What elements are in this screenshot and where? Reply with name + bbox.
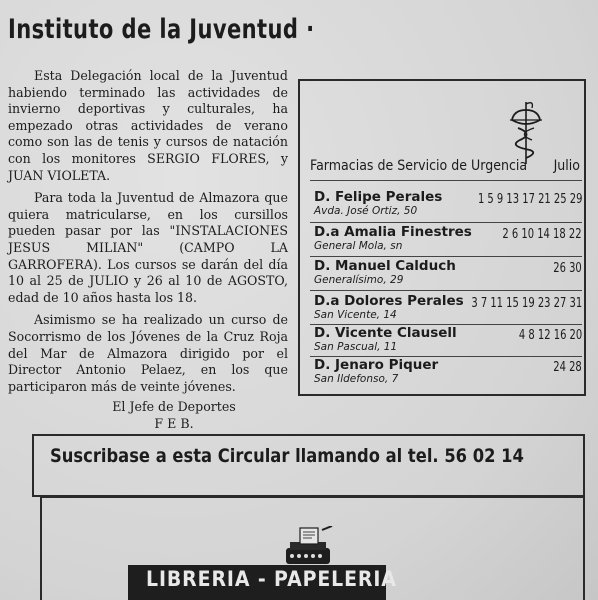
paragraph-summer-activities: Esta Delegación local de la Juventud habiendo terminado las actividades de invierno deportivas y culturales, ha empezado otras actividades de verano como son las de tenis y cursos de natación con los monitores SERGIO FLORES, y JUAN VIOLETA.	[8, 68, 288, 183]
caduceus-icon	[506, 98, 546, 166]
pharmacy-address: Generalísimo, 29	[314, 274, 404, 286]
signature	[8, 398, 288, 432]
pharmacy-header-month: Julio	[553, 158, 580, 174]
pharmacy-address: General Mola, sn	[314, 240, 403, 252]
pharmacy-name: D.a Dolores Perales	[314, 293, 464, 309]
pharmacy-name: D. Jenaro Piquer	[314, 357, 439, 373]
paragraph-enrollment: Para toda la Juventud de Almazora que quiera matricularse, en los cursillos pueden pasar por las "INSTALACIONES JESUS MILIAN" (CAMPO LA GARROFERA). Los cursos se darán del día 10 al 25 de JULIO y 26 al 10 de AGOSTO, edad de 10 años hasta los 18.	[8, 190, 288, 305]
pharmacy-name: D. Manuel Calduch	[314, 258, 456, 274]
pharmacy-days: 24 28	[553, 359, 582, 375]
pharmacy-days: 26 30	[553, 260, 582, 276]
article-body	[8, 68, 288, 432]
pharmacy-address: San Pascual, 11	[314, 341, 398, 353]
paragraph-lifeguard-course: Asimismo se ha realizado un curso de Socorrismo de los Jóvenes de la Cruz Roja del Mar de Almazora dirigido por el Director Antonio Pelaez, en los que participaron más de veinte jóvenes.	[8, 312, 288, 394]
pharmacy-header-title: Farmacias de Servicio de Urgencia	[310, 158, 528, 174]
signature-role: El Jefe de Deportes	[112, 399, 236, 415]
pharmacy-row	[314, 325, 582, 353]
pharmacy-name: D. Vicente Clausell	[314, 325, 457, 341]
subscribe-text: Suscribase a esta Circular llamando al tel. 56 02 14	[50, 445, 524, 467]
divider	[310, 290, 582, 291]
pharmacy-days: 1 5 9 13 17 21 25 29	[477, 191, 582, 207]
pharmacy-row	[314, 293, 582, 321]
pharmacy-row	[314, 258, 582, 286]
advertisement-label: LIBRERIA - PAPELERIA	[146, 567, 397, 591]
pharmacy-row	[314, 224, 582, 252]
pharmacy-address: San Vicente, 14	[314, 309, 397, 321]
pharmacy-header	[310, 158, 580, 174]
page-title: Instituto de la Juventud ·	[8, 14, 315, 45]
pharmacy-days: 2 6 10 14 18 22	[502, 226, 582, 242]
pharmacy-days: 3 7 11 15 19 23 27 31	[471, 295, 582, 311]
signature-initials: F E B.	[154, 416, 194, 432]
pharmacy-name: D. Felipe Perales	[314, 189, 443, 205]
pharmacy-address: Avda. José Ortiz, 50	[314, 205, 418, 217]
pharmacy-days: 4 8 12 16 20	[518, 327, 582, 343]
divider	[310, 180, 582, 181]
pharmacy-name: D.a Amalia Finestres	[314, 224, 472, 240]
pharmacy-row	[314, 357, 582, 385]
divider	[310, 222, 582, 223]
typewriter-icon	[282, 526, 334, 568]
pharmacy-address: San Ildefonso, 7	[314, 373, 399, 385]
pharmacy-row	[314, 189, 582, 217]
divider	[310, 256, 582, 257]
